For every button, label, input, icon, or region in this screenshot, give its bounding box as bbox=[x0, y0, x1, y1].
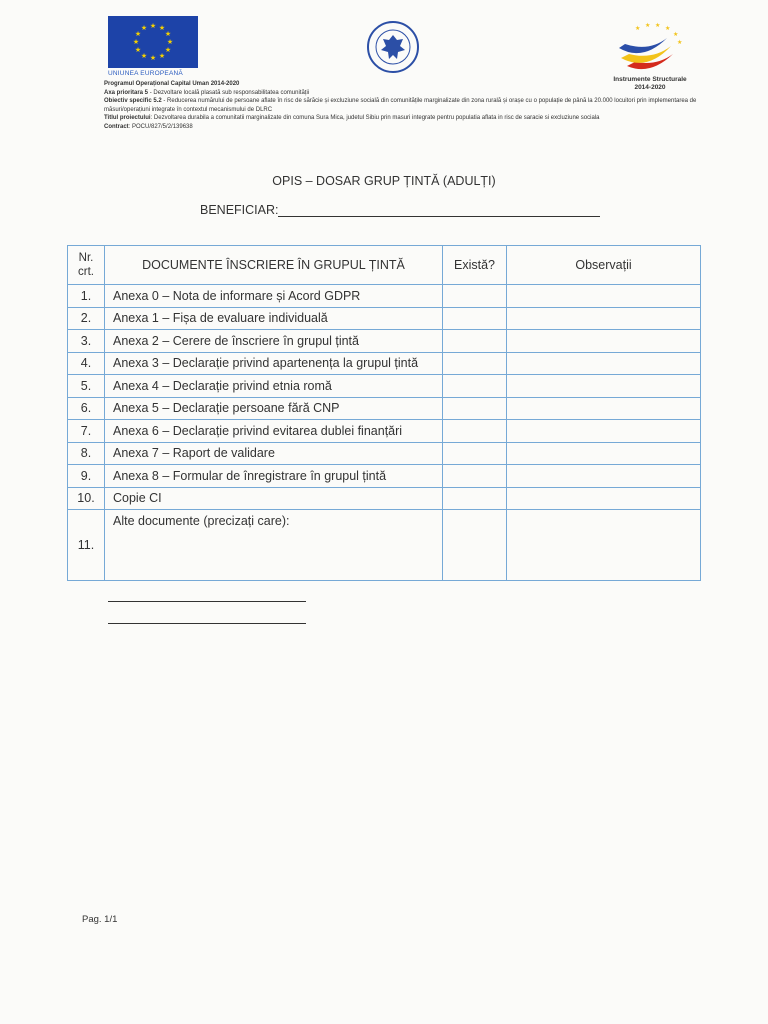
table-row bbox=[68, 397, 701, 420]
is-label-line2: 2014-2020 bbox=[634, 83, 666, 91]
table-row bbox=[68, 375, 701, 398]
svg-text:★: ★ bbox=[665, 25, 671, 32]
contract bbox=[104, 123, 704, 132]
page-number: Pag. 1/1 bbox=[82, 914, 118, 925]
row-number: 7. bbox=[68, 420, 105, 443]
row-observations-cell[interactable] bbox=[507, 330, 701, 353]
row-exists-cell[interactable] bbox=[443, 352, 507, 375]
beneficiary-label: BENEFICIAR: bbox=[200, 203, 279, 217]
header-nr bbox=[68, 246, 105, 285]
row-exists-cell[interactable] bbox=[443, 510, 507, 581]
eu-flag-icon bbox=[108, 16, 198, 68]
row-observations-cell[interactable] bbox=[507, 465, 701, 488]
svg-text:★: ★ bbox=[655, 22, 661, 29]
header-documents: DOCUMENTE ÎNSCRIERE ÎN GRUPUL ȚINTĂ bbox=[105, 246, 443, 285]
row-number: 3. bbox=[68, 330, 105, 353]
svg-text:★: ★ bbox=[164, 30, 172, 38]
row-number: 6. bbox=[68, 397, 105, 420]
eu-logo bbox=[108, 16, 200, 78]
row-number: 11. bbox=[68, 510, 105, 581]
svg-text:★: ★ bbox=[149, 54, 157, 62]
row-observations-cell[interactable] bbox=[507, 285, 701, 308]
row-observations-cell[interactable] bbox=[507, 487, 701, 510]
beneficiary-field[interactable] bbox=[278, 216, 600, 217]
government-seal-icon bbox=[361, 20, 425, 74]
documents-table bbox=[67, 245, 701, 581]
axa-text: - Dezvoltare locală plasată sub responsabilitatea comunității bbox=[148, 89, 310, 96]
obiectiv-label: Obiectiv specific 5.2 bbox=[104, 98, 162, 105]
row-exists-cell[interactable] bbox=[443, 285, 507, 308]
axa-label: Axa prioritara 5 bbox=[104, 89, 149, 96]
row-observations-cell[interactable] bbox=[507, 375, 701, 398]
obiectiv-text: - Reducerea numărului de persoane aflate în risc de sărăcie și excluziune socială din comunitățile marginalizate din zona rurală și orașe cu o populație de până la 20.000 locuitori prin implementarea de măsuri/operațiuni integrate în contextul mecanismului de DLRC bbox=[104, 98, 697, 113]
row-number: 5. bbox=[68, 375, 105, 398]
program-name: Programul Operațional Capital Uman 2014-2020 bbox=[104, 81, 240, 87]
row-document: Anexa 0 – Nota de informare și Acord GDPR bbox=[105, 285, 443, 308]
table-row-other-documents bbox=[68, 510, 701, 581]
row-observations-cell[interactable] bbox=[507, 352, 701, 375]
svg-text:★: ★ bbox=[134, 30, 142, 38]
svg-text:★: ★ bbox=[140, 24, 148, 32]
titlu-label: Titlul proiectului bbox=[104, 115, 151, 122]
row-observations-cell[interactable] bbox=[507, 420, 701, 443]
row-number: 9. bbox=[68, 465, 105, 488]
header-nr-line2: crt. bbox=[78, 266, 94, 278]
contract-text: : POCU/827/5/2/139638 bbox=[128, 123, 193, 130]
row-document: Anexa 7 – Raport de validare bbox=[105, 442, 443, 465]
row-document: Anexa 4 – Declarație privind etnia romă bbox=[105, 375, 443, 398]
table-row bbox=[68, 442, 701, 465]
structural-instruments-icon bbox=[595, 20, 705, 76]
table-row bbox=[68, 352, 701, 375]
row-exists-cell[interactable] bbox=[443, 330, 507, 353]
table-row bbox=[68, 285, 701, 308]
svg-text:★: ★ bbox=[677, 39, 683, 46]
svg-text:★: ★ bbox=[134, 46, 142, 54]
axa-prioritara bbox=[104, 89, 704, 98]
table-row bbox=[68, 487, 701, 510]
signature-line-1[interactable] bbox=[108, 601, 306, 602]
contract-label: Contract bbox=[104, 123, 129, 130]
row-document: Anexa 1 – Fișa de evaluare individuală bbox=[105, 307, 443, 330]
titlu-text: : Dezvoltarea durabila a comunitatii marginalizate din comuna Sura Mica, judetul Sibiu prin masuri integrate pentru populatia aflata in risc de saracie si excluziune sociala bbox=[150, 115, 600, 122]
titlul-proiectului bbox=[104, 114, 704, 123]
row-document: Anexa 5 – Declarație persoane fără CNP bbox=[105, 397, 443, 420]
row-observations-cell[interactable] bbox=[507, 307, 701, 330]
row-document: Anexa 8 – Formular de înregistrare în grupul țintă bbox=[105, 465, 443, 488]
row-number: 8. bbox=[68, 442, 105, 465]
svg-text:★: ★ bbox=[158, 24, 166, 32]
row-document: Alte documente (precizați care): bbox=[105, 510, 443, 581]
row-number: 1. bbox=[68, 285, 105, 308]
row-exists-cell[interactable] bbox=[443, 397, 507, 420]
is-label-line1: Instrumente Structurale bbox=[613, 76, 687, 83]
svg-text:★: ★ bbox=[645, 22, 651, 29]
eu-label: UNIUNEA EUROPEANĂ bbox=[108, 70, 183, 77]
row-observations-cell[interactable] bbox=[507, 397, 701, 420]
svg-text:★: ★ bbox=[140, 52, 148, 60]
svg-text:★: ★ bbox=[132, 38, 140, 46]
svg-text:★: ★ bbox=[164, 46, 172, 54]
row-observations-cell[interactable] bbox=[507, 442, 701, 465]
table-row bbox=[68, 465, 701, 488]
row-document: Anexa 6 – Declarație privind evitarea dublei finanțări bbox=[105, 420, 443, 443]
row-exists-cell[interactable] bbox=[443, 420, 507, 443]
document-title: OPIS – DOSAR GRUP ȚINTĂ (ADULȚI) bbox=[272, 174, 496, 188]
row-number: 4. bbox=[68, 352, 105, 375]
row-document: Copie CI bbox=[105, 487, 443, 510]
table-row bbox=[68, 330, 701, 353]
svg-text:★: ★ bbox=[149, 22, 157, 30]
row-document: Anexa 3 – Declarație privind apartenența la grupul țintă bbox=[105, 352, 443, 375]
row-exists-cell[interactable] bbox=[443, 465, 507, 488]
svg-text:★: ★ bbox=[166, 38, 174, 46]
row-exists-cell[interactable] bbox=[443, 487, 507, 510]
row-number: 2. bbox=[68, 307, 105, 330]
row-exists-cell[interactable] bbox=[443, 375, 507, 398]
header-nr-line1: Nr. bbox=[78, 252, 94, 264]
row-document: Anexa 2 – Cerere de înscriere în grupul țintă bbox=[105, 330, 443, 353]
svg-text:★: ★ bbox=[635, 25, 641, 32]
svg-text:★: ★ bbox=[158, 52, 166, 60]
table-header-row bbox=[68, 246, 701, 285]
project-header-info bbox=[104, 80, 704, 132]
header-exists: Există? bbox=[443, 246, 507, 285]
row-observations-cell[interactable] bbox=[507, 510, 701, 581]
svg-text:★: ★ bbox=[673, 31, 679, 38]
row-number: 10. bbox=[68, 487, 105, 510]
row-exists-cell[interactable] bbox=[443, 442, 507, 465]
table-row bbox=[68, 420, 701, 443]
signature-line-2[interactable] bbox=[108, 623, 306, 624]
header-observations: Observații bbox=[507, 246, 701, 285]
table-row bbox=[68, 307, 701, 330]
row-exists-cell[interactable] bbox=[443, 307, 507, 330]
obiectiv-specific bbox=[104, 97, 704, 114]
